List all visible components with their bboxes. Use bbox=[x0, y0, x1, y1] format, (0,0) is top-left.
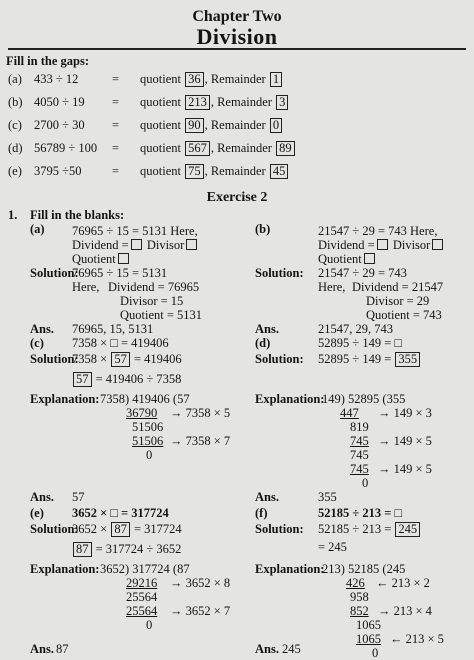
blank-box bbox=[186, 239, 197, 250]
chapter-label: Chapter Two bbox=[192, 8, 282, 25]
remainder-box: 3 bbox=[276, 95, 288, 110]
answer-box: 57 bbox=[111, 352, 130, 367]
blank-box bbox=[364, 253, 375, 264]
remainder-box: 1 bbox=[270, 72, 282, 87]
answer-box: 245 bbox=[395, 522, 420, 537]
quotient-box: 90 bbox=[185, 118, 204, 133]
quotient-box: 75 bbox=[185, 164, 204, 179]
question-text: Fill in the blanks: bbox=[30, 208, 125, 222]
textbook-page: Chapter Two Division Fill in the gaps: (a) 433 ÷ 12 = quotient 36 , Remainder 1 (b) 4050 ÷ 19 = quotient 213 , Remainder 3 (c) 2700 ÷ 30 = quotient 90 , Remainder 0 (d) 56789 ÷ 100 = quotient 567 , Remainder 89 (e) 3795 ÷50 = quotient 75 , Remainder 45 Exercise 2 1. Fill in the blanks: (a) 76965 ÷ 15 = 5131 Here, Dividend = Divisor Quotient Solution: 76965 ÷ 15 = 5131 Here, Dividend = 76965 Divisor = 15 Quotient = 5131 Ans. 76965, 15, 5131 (b) 21547 ÷ 29 = 743 Here, Dividend = Divisor Quotient Solution: 21547 ÷ 29 = 743 Here, Dividend = 21547 Divisor = 29 Quotient = 743 Ans. 21547, 29, 743 (c) 7358 × □ = 419406 Solution: 7358 × 57 = 419406 57 = 419406 ÷ 7358 Explanation: 7358) 419406 (57 36790 → 7358 × 5 51506 51506 → 7358 × 7 0 Ans. 57 (d) 52895 ÷ 149 = □ Solution: 52895 ÷ 149 = 355 Explanation: 149) 52895 (355 447 → 149 × 3 819 745 → 149 × 5 745 745 → 149 × 5 0 Ans. 355 (e) 3652 × □ = 317724 Solution: 3652 × 87 = 317724 87 = 317724 ÷ 3652 Explanation: 3652) 317724 (87 29216 → 3652 × 8 25564 25564 → 3652 × 7 0 Ans. 87 (f) 52185 ÷ 213 = □ Solution: 52185 ÷ 213 = 245 = 245 Explanation: 213) 52185 (245 426 ← 213 × 2 958 852 → 213 × 4 1065 1065 ← 213 × 5 0 Ans. 245 bbox=[0, 0, 474, 660]
remainder-box: 0 bbox=[270, 118, 282, 133]
remainder-box: 89 bbox=[276, 141, 295, 156]
remainder-box: 45 bbox=[270, 164, 289, 179]
gaps-heading: Fill in the gaps: bbox=[6, 54, 89, 68]
quotient-box: 567 bbox=[185, 141, 210, 156]
answer-box: 87 bbox=[73, 542, 92, 557]
blank-box bbox=[118, 253, 129, 264]
chapter-title: Division bbox=[196, 24, 278, 49]
question-number: 1. bbox=[8, 208, 18, 222]
blank-box bbox=[131, 239, 142, 250]
quotient-box: 36 bbox=[185, 72, 204, 87]
answer-box: 57 bbox=[73, 372, 92, 387]
answer-box: 87 bbox=[111, 522, 130, 537]
blank-box bbox=[432, 239, 443, 250]
header-rule bbox=[8, 48, 466, 50]
exercise-title: Exercise 2 bbox=[206, 190, 268, 205]
answer-box: 355 bbox=[395, 352, 420, 367]
blank-box bbox=[377, 239, 388, 250]
quotient-box: 213 bbox=[185, 95, 210, 110]
